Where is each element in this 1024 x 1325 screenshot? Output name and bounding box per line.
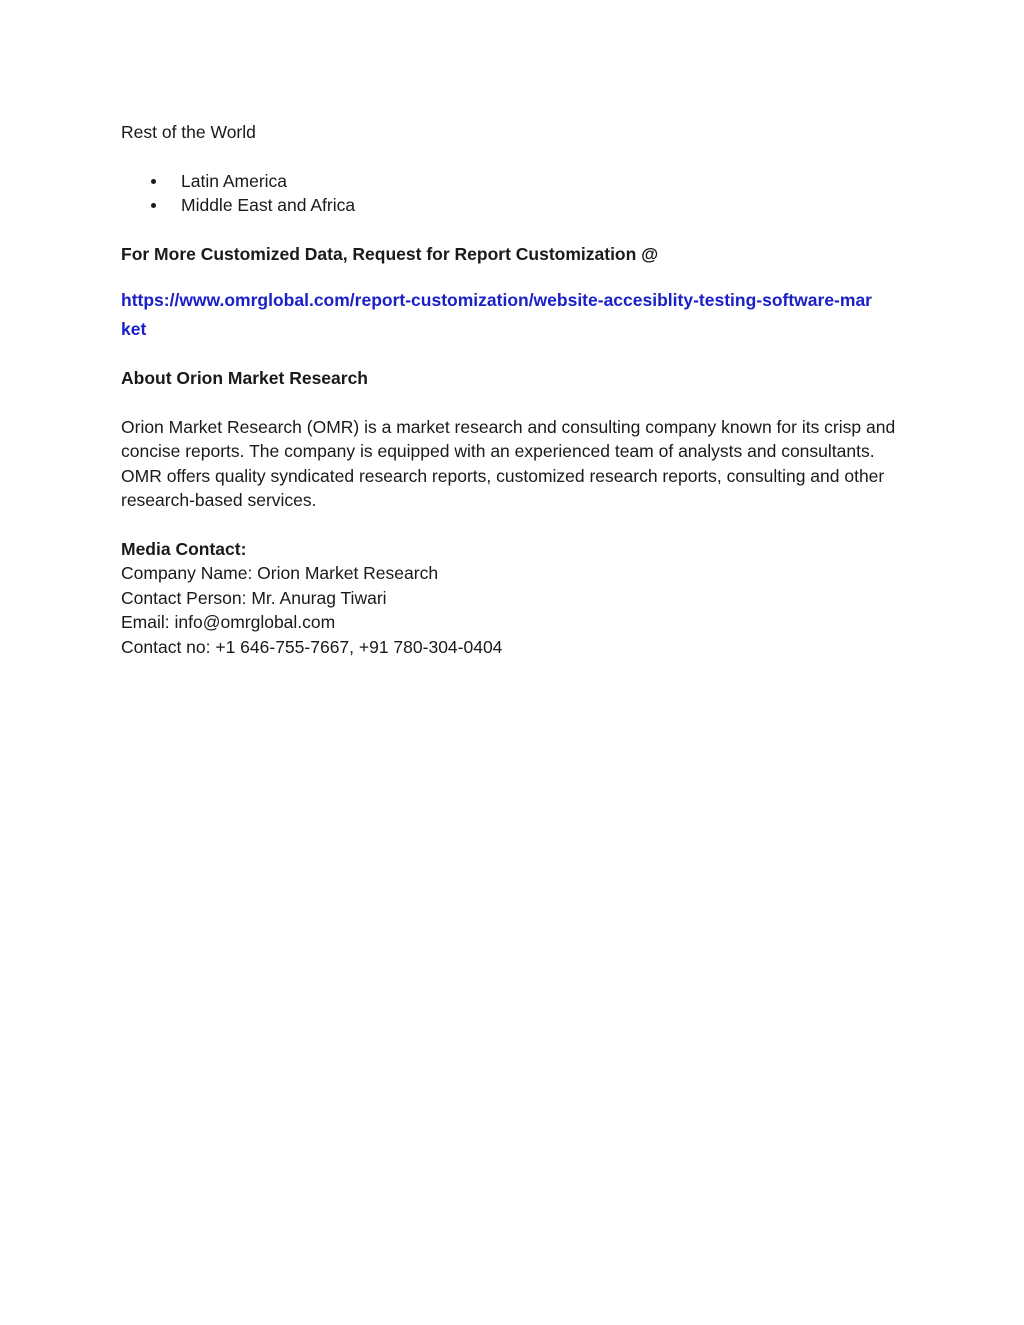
about-title: About Orion Market Research [121, 368, 368, 388]
region-item-label: Latin America [181, 170, 288, 191]
bullet-icon [151, 203, 156, 208]
bullet-icon [151, 179, 156, 184]
region-heading: Rest of the World [121, 122, 256, 142]
contact-email: Email: info@omrglobal.com [121, 612, 336, 632]
about-body: Orion Market Research (OMR) is a market research and consulting company known for its crisp and concise reports. The company is equipped with an experienced team of analysts and consultants. OMR offers quality syndicated research reports, customized research reports, consulting and other research-based services. [121, 416, 896, 510]
contact-phone: Contact no: +1 646-755-7667, +91 780-304-0404 [121, 636, 503, 657]
media-contact [121, 537, 911, 660]
contact-person: Contact Person: Mr. Anurag Tiwari [121, 587, 387, 608]
report-customization-link[interactable]: https://www.omrglobal.com/report-customization/website-accesiblity-testing-software-market [121, 290, 872, 339]
contact-company: Company Name: Orion Market Research [121, 563, 439, 583]
customization-cta: For More Customized Data, Request for Report Customization @ [121, 243, 659, 264]
list-item [121, 193, 911, 218]
region-list [121, 169, 911, 218]
list-item [121, 169, 911, 194]
region-item-label: Middle East and Africa [181, 195, 356, 215]
document-page [121, 120, 911, 659]
media-contact-title: Media Contact: [121, 538, 247, 559]
